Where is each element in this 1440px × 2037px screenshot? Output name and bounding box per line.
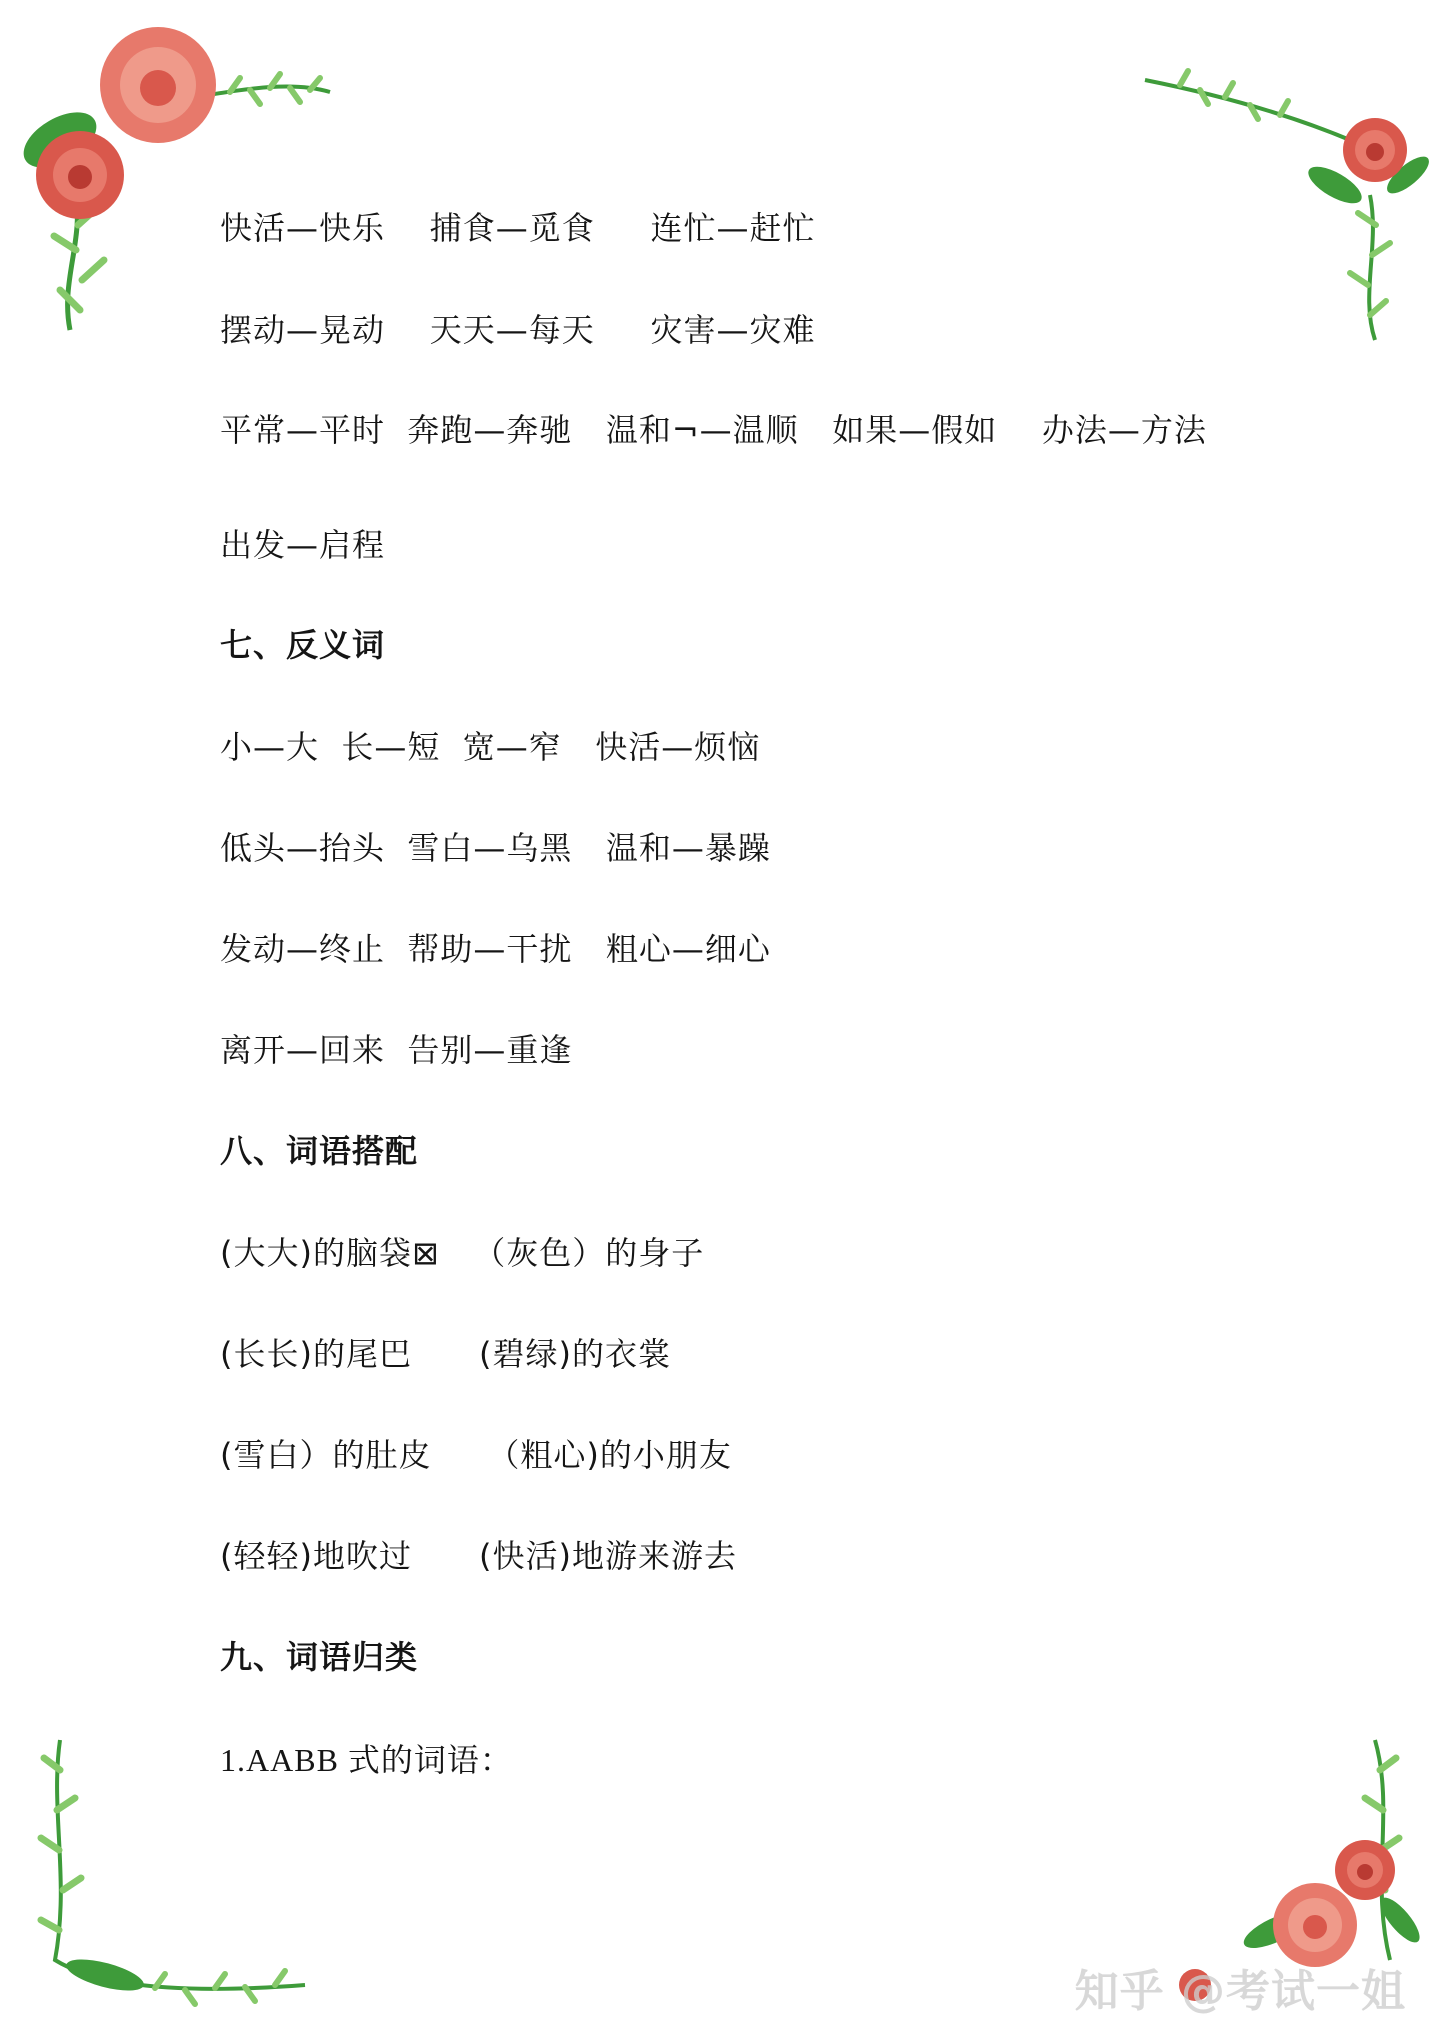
synonym-line-2: 摆动—晃动 天天—每天 灾害—灾难 [220, 311, 816, 349]
section-heading-collocations: 八、词语搭配 [220, 1132, 419, 1170]
synonym-line-3: 平常—平时 奔跑—奔驰 温和¬—温顺 如果—假如 办法—方法 [220, 411, 1207, 449]
collocation-line-3: (雪白）的肚皮 （粗心)的小朋友 [220, 1436, 732, 1474]
antonym-line-3: 发动—终止 帮助—干扰 粗心—细心 [220, 930, 771, 968]
antonym-line-4: 离开—回来 告别—重逢 [220, 1031, 573, 1069]
synonym-line-4: 出发—启程 [220, 526, 386, 564]
synonym-line-1: 快活—快乐 捕食—觅食 连忙—赶忙 [220, 209, 816, 247]
collocation-line-4: (轻轻)地吹过 (快活)地游来游去 [220, 1537, 737, 1575]
antonym-line-1: 小—大 长—短 宽—窄 快活—烦恼 [220, 728, 761, 766]
rose-corner-top-right [1140, 55, 1430, 345]
collocation-line-2: (长长)的尾巴 (碧绿)的衣裳 [220, 1335, 671, 1373]
rose-corner-top-left [10, 10, 340, 350]
collocation-line-1: (大大)的脑袋⊠ （灰色）的身子 [220, 1234, 705, 1272]
watermark: 知乎 @考试一姐 [1074, 1966, 1406, 2017]
section-heading-antonyms: 七、反义词 [220, 626, 386, 664]
antonym-line-2: 低头—抬头 雪白—乌黑 温和—暴躁 [220, 829, 771, 867]
section-heading-classification: 九、词语归类 [220, 1638, 419, 1676]
classification-item-1: 1.AABB 式的词语： [220, 1742, 513, 1778]
